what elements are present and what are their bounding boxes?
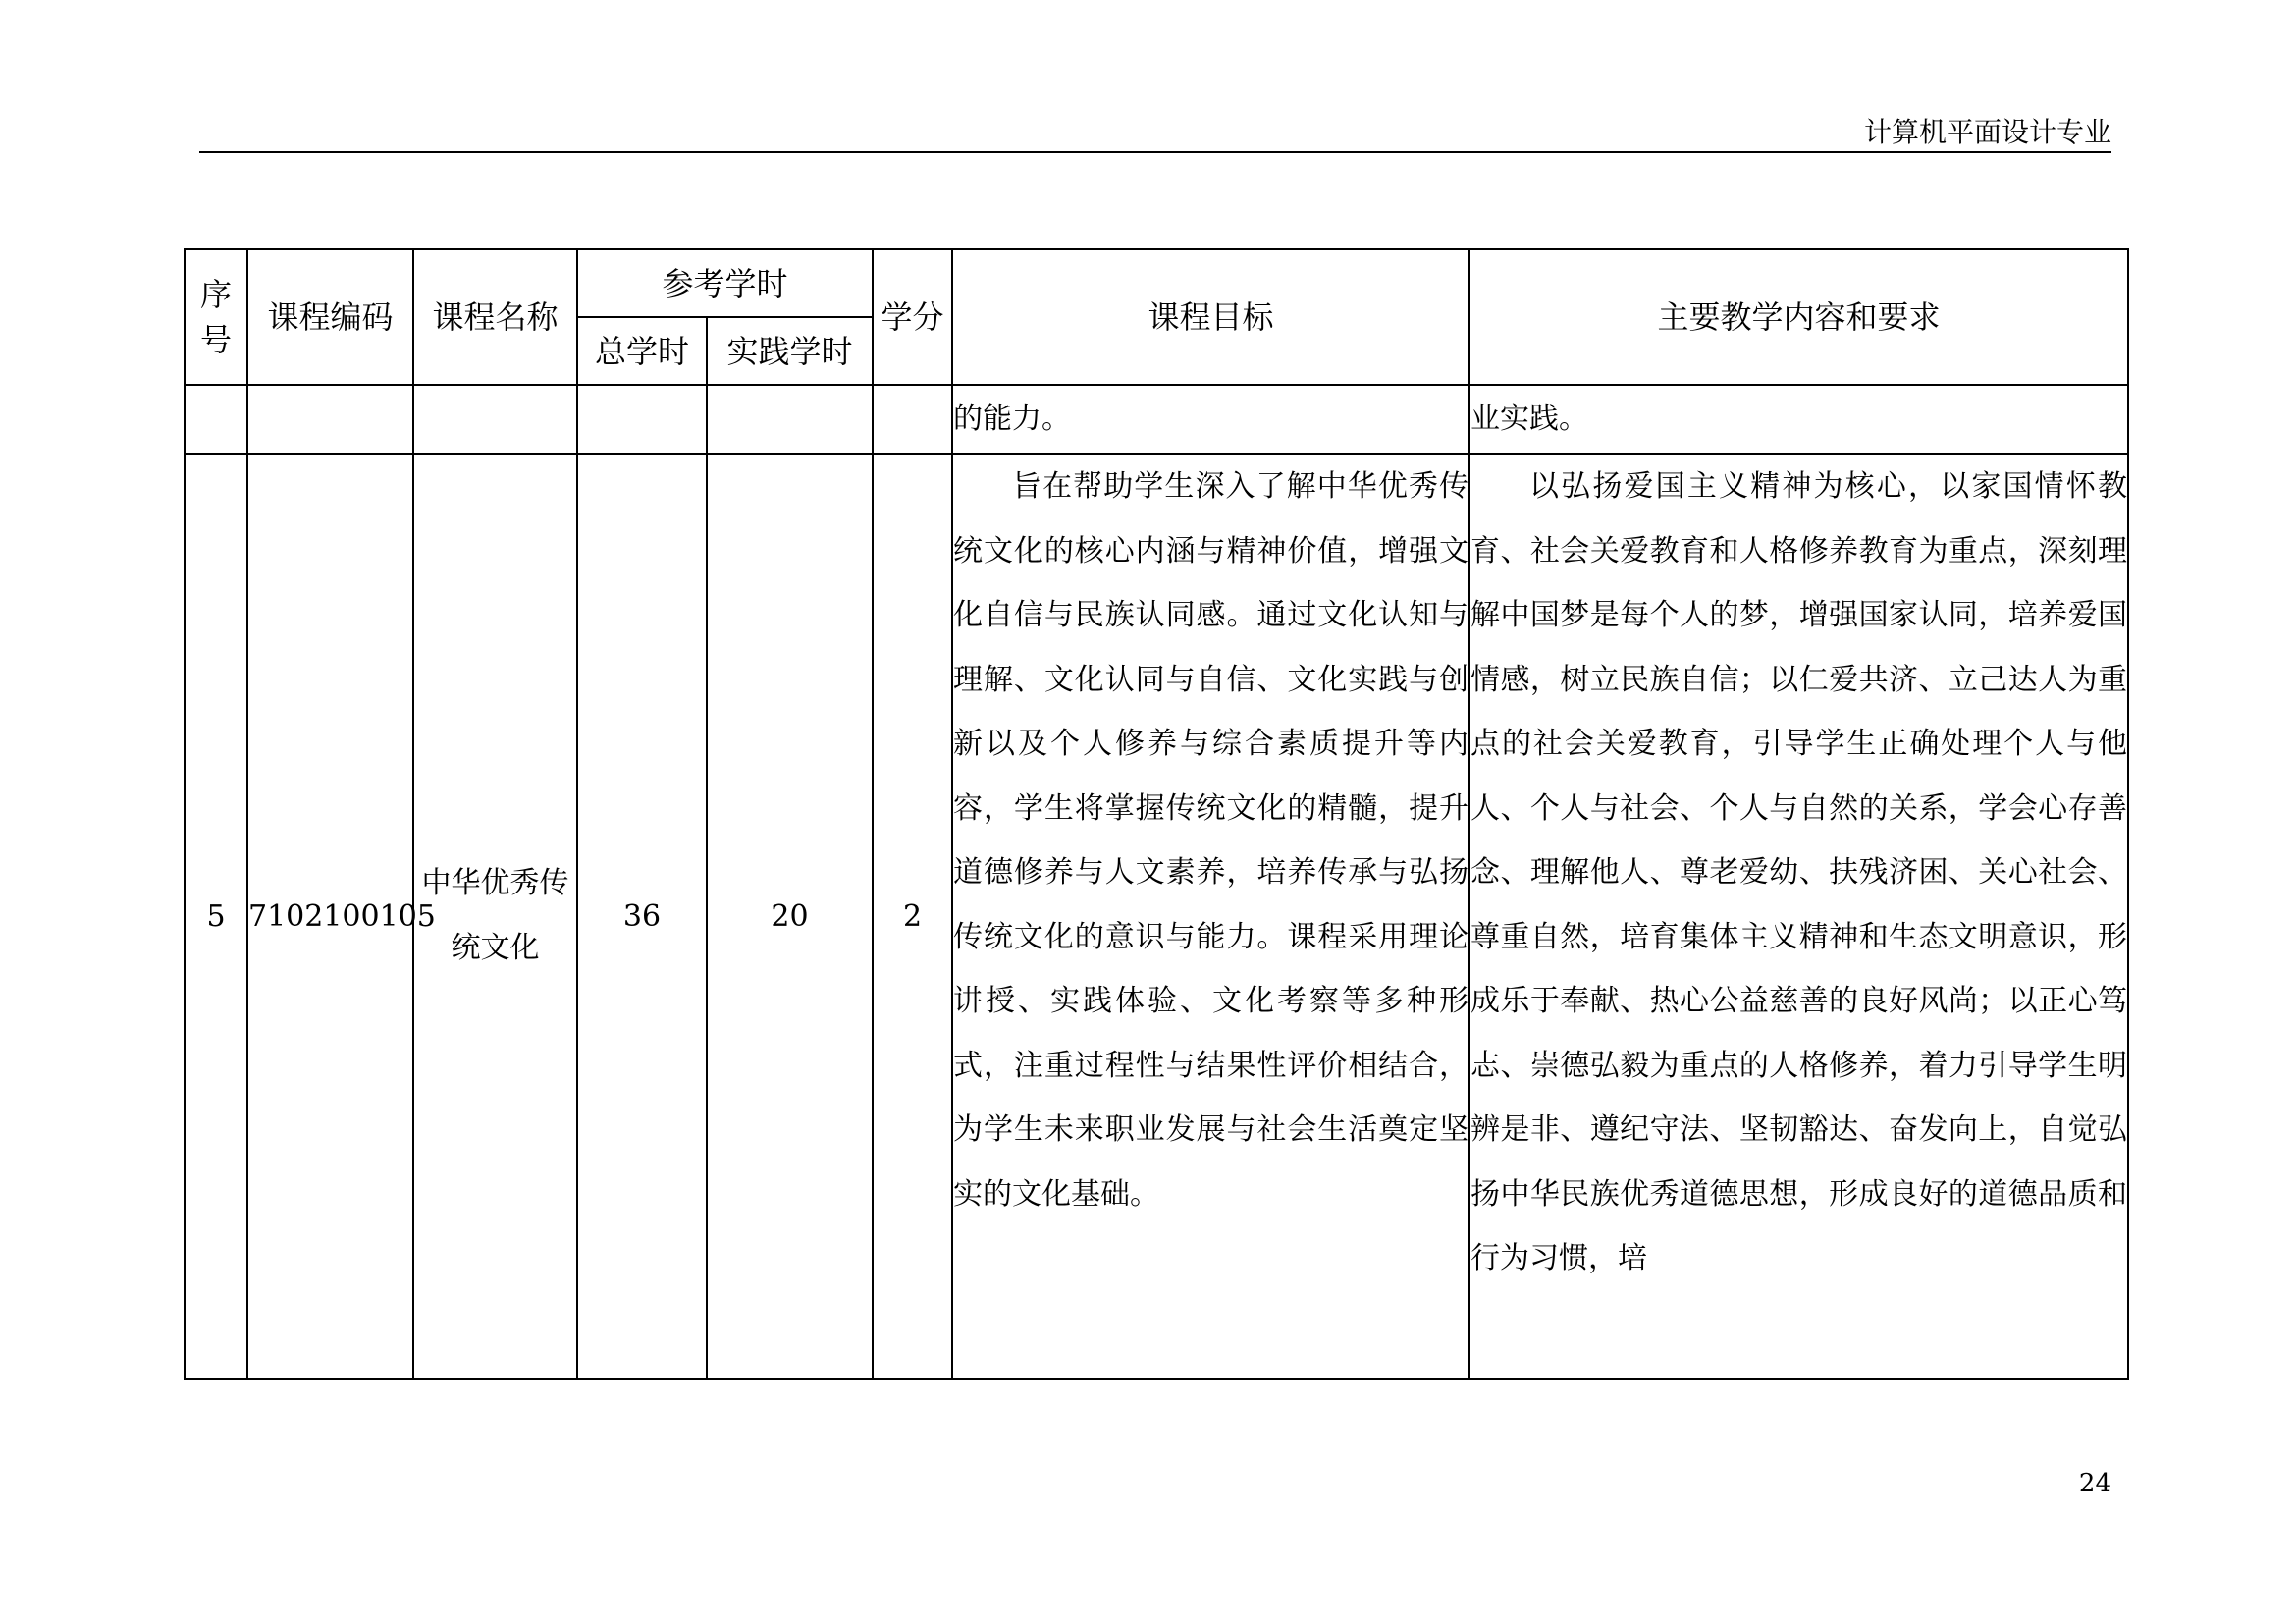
course-row: [185, 454, 2128, 1379]
cont-content-cell: 业实践。: [1469, 385, 2128, 454]
row-practice-hours: 20: [707, 454, 873, 1379]
header-credits: 学分: [873, 249, 952, 385]
row-total-hours: 36: [577, 454, 707, 1379]
header-seq: 序号: [185, 249, 247, 385]
header-name: 课程名称: [413, 249, 577, 385]
continuation-row: [185, 385, 2128, 454]
header-code: 课程编码: [247, 249, 413, 385]
row-name: 中华优秀传统文化: [413, 454, 577, 1379]
cont-name-cell: [413, 385, 577, 454]
row-seq: 5: [185, 454, 247, 1379]
row-credits: 2: [873, 454, 952, 1379]
cont-seq-cell: [185, 385, 247, 454]
header-practice-hours: 实践学时: [707, 317, 873, 385]
cont-total-cell: [577, 385, 707, 454]
header-total-hours: 总学时: [577, 317, 707, 385]
header-rule: [199, 151, 2111, 153]
goal-text: 旨在帮助学生深入了解中华优秀传统文化的核心内涵与精神价值，增强文化自信与民族认同感。通过文化认知与理解、文化认同与自信、文化实践与创新以及个人修养与综合素质提升等内容，学生将掌握传统文化的精髓，提升道德修养与人文素养，培养传承与弘扬传统文化的意识与能力。课程采用理论讲授、实践体验、文化考察等多种形式，注重过程性与结果性评价相结合，为学生未来职业发展与社会生活奠定坚实的文化基础。: [953, 469, 1469, 1212]
cont-credits-cell: [873, 385, 952, 454]
course-table: [184, 248, 2129, 1380]
header-ref-hours: 参考学时: [577, 249, 873, 317]
page-number: 24: [2078, 1469, 2111, 1498]
header-goal: 课程目标: [952, 249, 1469, 385]
content-text: 以弘扬爱国主义精神为核心，以家国情怀教育、社会关爱教育和人格修养教育为重点，深刻理解中国梦是每个人的梦，增强国家认同，培养爱国情感，树立民族自信；以仁爱共济、立己达人为重点的社会关爱教育，引导学生正确处理个人与他人、个人与社会、个人与自然的关系，学会心存善念、理解他人、尊老爱幼、扶残济困、关心社会、尊重自然，培育集体主义精神和生态文明意识，形成乐于奉献、热心公益慈善的良好风尚；以正心笃志、崇德弘毅为重点的人格修养，着力引导学生明辨是非、遵纪守法、坚韧豁达、奋发向上，自觉弘扬中华民族优秀道德思想，形成良好的道德品质和行为习惯，培: [1470, 469, 2128, 1275]
running-header: 计算机平面设计专业: [1863, 116, 2111, 148]
cont-practice-cell: [707, 385, 873, 454]
cont-goal-cell: 的能力。: [952, 385, 1469, 454]
header-content: 主要教学内容和要求: [1469, 249, 2128, 385]
cont-code-cell: [247, 385, 413, 454]
row-code: 7102100105: [247, 454, 413, 1379]
row-content: [1469, 454, 2128, 1379]
row-goal: [952, 454, 1469, 1379]
